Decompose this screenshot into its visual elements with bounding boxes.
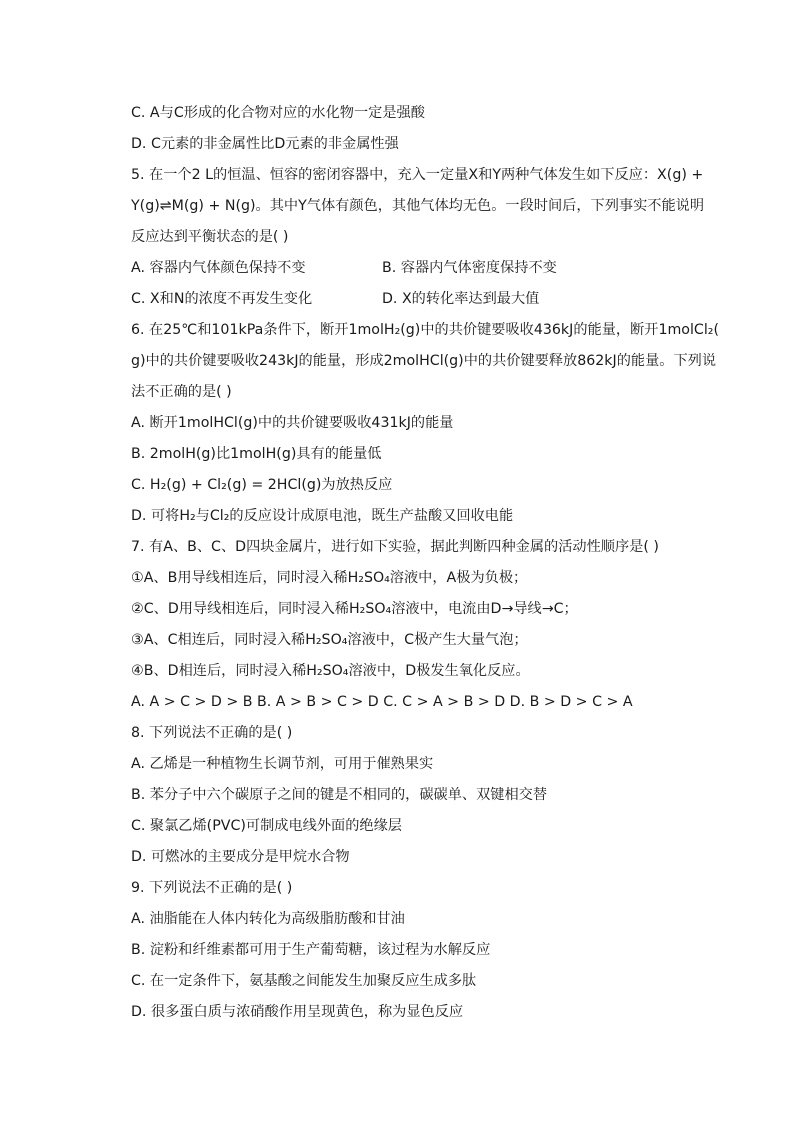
q8-option-d: D. 可燃冰的主要成分是甲烷水合物 xyxy=(131,849,350,865)
q7-experiment-1: ①A、B用导线相连后，同时浸入稀H₂SO₄溶液中，A极为负极； xyxy=(131,570,528,586)
q7-experiment-3: ③A、C相连后，同时浸入稀H₂SO₄溶液中，C极产生大量气泡； xyxy=(131,632,528,648)
q4-option-c: C. A与C形成的化合物对应的水化物一定是强酸 xyxy=(131,105,425,121)
q9-option-d: D. 很多蛋白质与浓硝酸作用呈现黄色，称为显色反应 xyxy=(131,1004,464,1020)
q9-option-a: A. 油脂能在人体内转化为高级脂肪酸和甘油 xyxy=(131,911,405,927)
q8-stem: 8. 下列说法不正确的是( ) xyxy=(131,725,293,741)
q5-stem-line3: 反应达到平衡状态的是( ) xyxy=(131,229,289,245)
q5-option-a: A. 容器内气体颜色保持不变 xyxy=(131,260,306,276)
q5-option-c: C. X和N的浓度不再发生变化 xyxy=(131,291,313,307)
q5-stem-line2: Y(g)⇌M(g) + N(g)。其中Y气体有颜色，其他气体均无色。一段时间后，下列事实不能说明 xyxy=(131,198,705,214)
q5-option-b: B. 容器内气体密度保持不变 xyxy=(382,260,557,276)
q6-option-a: A. 断开1molHCl(g)中的共价键要吸收431kJ的能量 xyxy=(131,415,454,431)
q7-experiment-2: ②C、D用导线相连后，同时浸入稀H₂SO₄溶液中，电流由D→导线→C； xyxy=(131,601,578,617)
q9-option-c: C. 在一定条件下，氨基酸之间能发生加聚反应生成多肽 xyxy=(131,973,477,989)
q4-option-d: D. C元素的非金属性比D元素的非金属性强 xyxy=(131,136,399,152)
q8-option-c: C. 聚氯乙烯(PVC)可制成电线外面的绝缘层 xyxy=(131,818,402,834)
q6-option-b: B. 2molH(g)比1molH(g)具有的能量低 xyxy=(131,446,382,462)
q8-option-b: B. 苯分子中六个碳原子之间的键是不相同的，碳碳单、双键相交替 xyxy=(131,787,548,803)
q6-stem-line1: 6. 在25℃和101kPa条件下，断开1molH₂(g)中的共价键要吸收436kJ的能量，断开1molCl₂( xyxy=(131,322,719,338)
q9-option-b: B. 淀粉和纤维素都可用于生产葡萄糖，该过程为水解反应 xyxy=(131,942,491,958)
q5-stem-line1: 5. 在一个2 L的恒温、恒容的密闭容器中，充入一定量X和Y两种气体发生如下反应：X(g) + xyxy=(131,167,704,183)
q5-option-d: D. X的转化率达到最大值 xyxy=(382,291,540,307)
q7-options: A. A > C > D > B B. A > B > C > D C. C > A > B > D D. B > D > C > A xyxy=(131,694,633,710)
q6-stem-line2: g)中的共价键要吸收243kJ的能量，形成2molHCl(g)中的共价键要释放862kJ的能量。下列说 xyxy=(131,353,717,369)
q7-experiment-4: ④B、D相连后，同时浸入稀H₂SO₄溶液中，D极发生氧化反应。 xyxy=(131,663,530,679)
q8-option-a: A. 乙烯是一种植物生长调节剂，可用于催熟果实 xyxy=(131,756,434,772)
q6-option-c: C. H₂(g) + Cl₂(g) = 2HCl(g)为放热反应 xyxy=(131,477,393,493)
q6-option-d: D. 可将H₂与Cl₂的反应设计成原电池，既生产盐酸又回收电能 xyxy=(131,508,514,524)
q7-stem: 7. 有A、B、C、D四块金属片，进行如下实验，据此判断四种金属的活动性顺序是( ) xyxy=(131,539,659,555)
q6-stem-line3: 法不正确的是( ) xyxy=(131,384,232,400)
q9-stem: 9. 下列说法不正确的是( ) xyxy=(131,880,293,896)
